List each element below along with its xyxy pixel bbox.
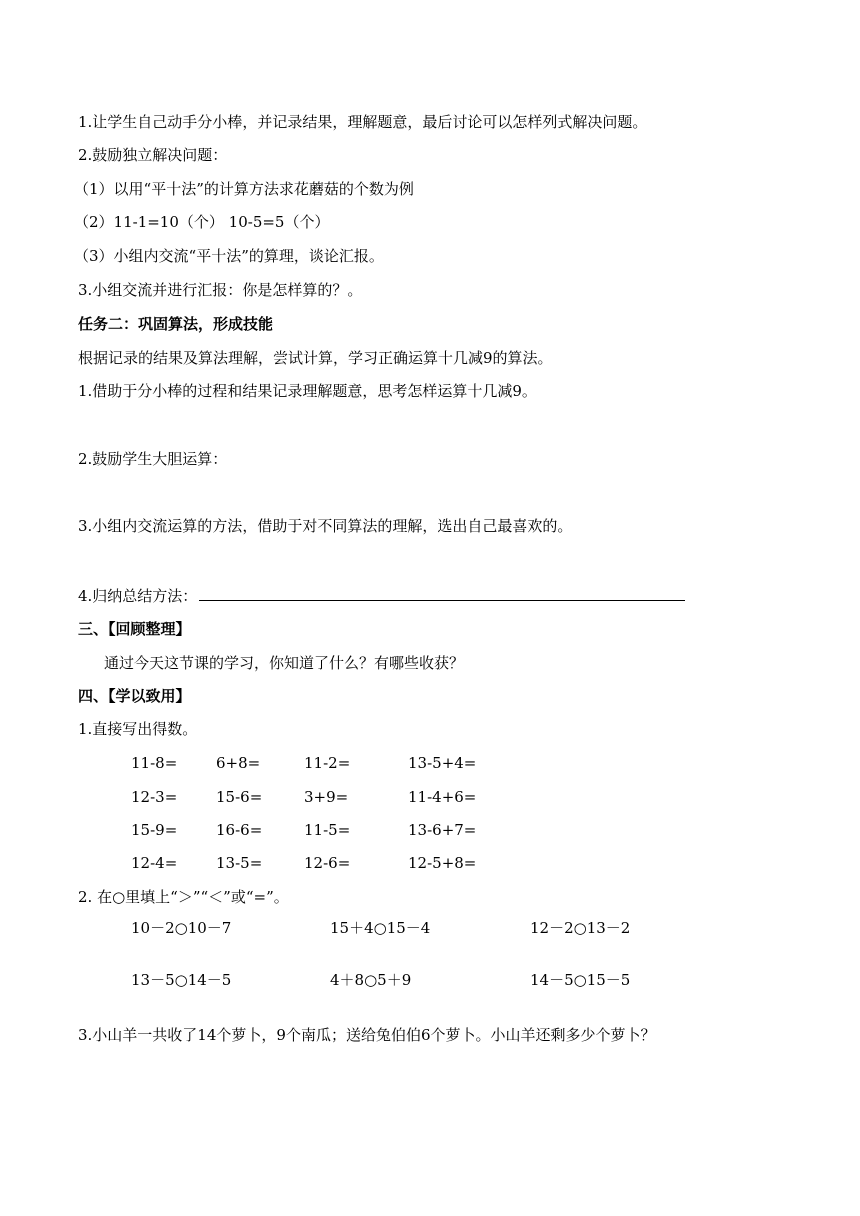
q1-item: 11-2= bbox=[304, 754, 351, 772]
task2-step1: 1.借助于分小棒的过程和结果记录理解题意，思考怎样运算十几减9。 bbox=[78, 382, 537, 400]
q1-item: 16-6= bbox=[216, 821, 263, 839]
task1-sub1: （1）以用“平十法”的计算方法求花蘑菇的个数为例 bbox=[74, 180, 414, 198]
task2-step4: 4.归纳总结方法： bbox=[78, 587, 198, 605]
q1-item: 12-6= bbox=[304, 854, 351, 872]
q1-item: 3+9= bbox=[304, 788, 349, 806]
q1-item: 12-3= bbox=[131, 788, 178, 806]
review-text: 通过今天这节课的学习，你知道了什么？有哪些收获？ bbox=[104, 654, 465, 672]
q2-item: 14－5○15－5 bbox=[530, 971, 631, 989]
task2-heading: 任务二：巩固算法，形成技能 bbox=[78, 315, 274, 333]
q1-item: 15-6= bbox=[216, 788, 263, 806]
answer-blank bbox=[199, 586, 685, 601]
task1-step3: 3.小组交流并进行汇报：你是怎样算的？。 bbox=[78, 281, 363, 299]
q2-item: 10－2○10－7 bbox=[131, 919, 232, 937]
q1-item: 12-5+8= bbox=[408, 854, 477, 872]
task2-step2: 2.鼓励学生大胆运算： bbox=[78, 450, 228, 468]
q2-item: 13－5○14－5 bbox=[131, 971, 232, 989]
q2-item: 4＋8○5＋9 bbox=[330, 971, 412, 989]
q1-item: 6+8= bbox=[216, 754, 261, 772]
task2-intro: 根据记录的结果及算法理解，尝试计算，学习正确运算十几减9的算法。 bbox=[78, 349, 553, 367]
task1-step2: 2.鼓励独立解决问题： bbox=[78, 146, 228, 164]
task1-step1: 1.让学生自己动手分小棒，并记录结果，理解题意，最后讨论可以怎样列式解决问题。 bbox=[78, 113, 648, 131]
q1-item: 13-5= bbox=[216, 854, 263, 872]
q1-item: 15-9= bbox=[131, 821, 178, 839]
task1-sub3: （3）小组内交流“平十法”的算理，谈论汇报。 bbox=[74, 247, 384, 265]
q1-item: 11-4+6= bbox=[408, 788, 477, 806]
q2-item: 15＋4○15－4 bbox=[330, 919, 431, 937]
q2-item: 12－2○13－2 bbox=[530, 919, 631, 937]
review-heading: 三、【回顾整理】 bbox=[78, 620, 191, 638]
q1-item: 13-5+4= bbox=[408, 754, 477, 772]
q1-item: 11-5= bbox=[304, 821, 351, 839]
q1-text: 1.直接写出得数。 bbox=[78, 720, 198, 738]
q2-text: 2. 在○里填上“＞”“＜”或“=”。 bbox=[78, 888, 289, 906]
task1-sub2: （2）11-1=10（个） 10-5=5（个） bbox=[74, 213, 330, 231]
q1-item: 13-6+7= bbox=[408, 821, 477, 839]
task2-step4-row bbox=[78, 586, 685, 606]
practice-heading: 四、【学以致用】 bbox=[78, 687, 191, 705]
q1-item: 11-8= bbox=[131, 754, 178, 772]
q1-item: 12-4= bbox=[131, 854, 178, 872]
task2-step3: 3.小组内交流运算的方法，借助于对不同算法的理解，选出自己最喜欢的。 bbox=[78, 517, 573, 535]
q3-text: 3.小山羊一共收了14个萝卜，9个南瓜；送给兔伯伯6个萝卜。小山羊还剩多少个萝卜？ bbox=[78, 1026, 656, 1044]
